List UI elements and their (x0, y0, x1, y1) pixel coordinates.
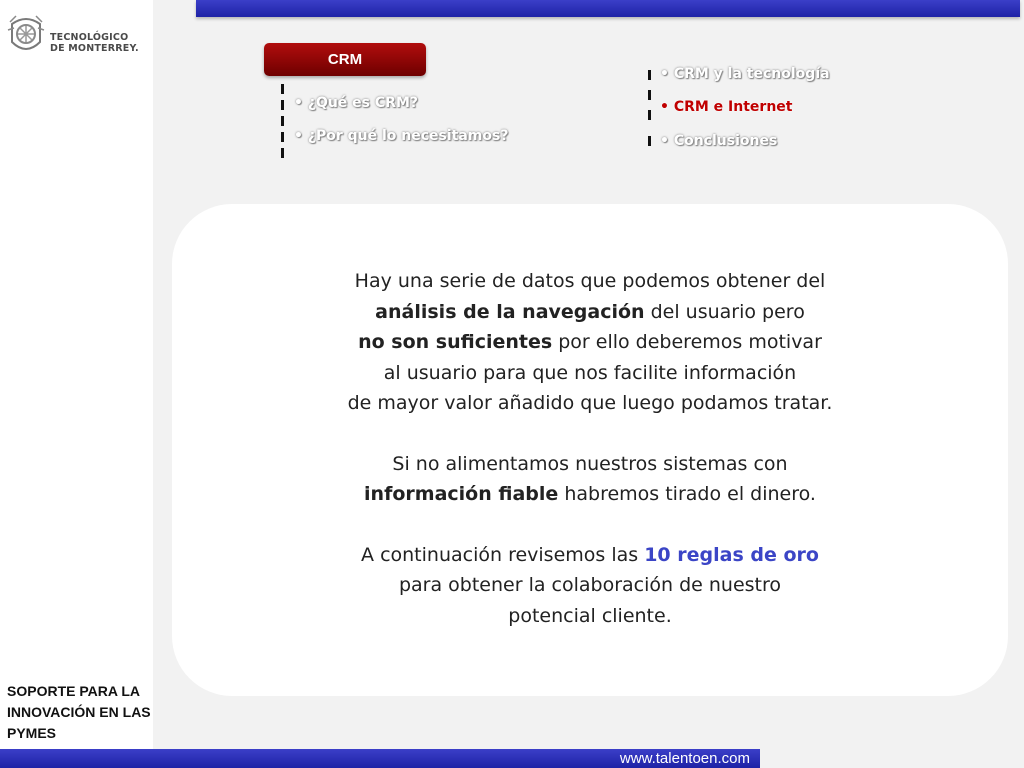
text-line: Si no alimentamos nuestros sistemas con (392, 452, 788, 475)
divider-dash (648, 90, 651, 100)
nav-item-por-que[interactable]: • ¿Por qué lo necesitamos? (294, 128, 509, 144)
divider-dash (281, 84, 284, 94)
divider-dash (648, 136, 651, 146)
text-line: del usuario pero (644, 300, 805, 323)
paragraph (172, 570, 1008, 601)
content-text (172, 266, 1008, 631)
nav-item-conclusiones[interactable]: • Conclusiones (660, 133, 778, 149)
text-line: habremos tirado el dinero. (558, 483, 816, 505)
nav-item-que-es-crm[interactable]: • ¿Qué es CRM? (294, 95, 418, 111)
divider-dash (281, 116, 284, 126)
text-line: para obtener la colaboración de nuestro (398, 574, 782, 596)
text-line: al usuario para que nos facilite información (383, 361, 797, 384)
nav-item-crm-tecnologia[interactable]: • CRM y la tecnología (660, 66, 830, 82)
paragraph (172, 327, 1008, 358)
divider-dash (281, 100, 284, 110)
emphasis: no son suficientes (358, 331, 553, 353)
bottom-bar (0, 749, 760, 768)
golden-rules-link[interactable]: 10 reglas de oro (644, 543, 819, 566)
logo (6, 10, 156, 62)
text-line: A continuación revisemos las (361, 543, 645, 566)
divider-dash (281, 132, 284, 142)
sidebar (0, 0, 153, 768)
text-line: potencial cliente. (508, 604, 672, 627)
paragraph (172, 449, 1008, 480)
top-bar (196, 0, 1020, 17)
site-url-link[interactable]: www.talentoen.com (619, 750, 750, 767)
text-line: por ello deberemos motivar (552, 331, 822, 353)
divider-dash (648, 110, 651, 120)
paragraph (172, 358, 1008, 389)
crm-tab[interactable]: CRM (264, 43, 426, 76)
paragraph (172, 388, 1008, 419)
emphasis: análisis de la navegación (375, 300, 645, 323)
text-line: de mayor valor añadido que luego podamos tratar. (347, 392, 833, 414)
divider-dash (648, 70, 651, 80)
divider-dash (281, 148, 284, 158)
emphasis: información fiable (364, 483, 559, 505)
institution-seal-icon (6, 10, 46, 62)
paragraph (172, 540, 1008, 571)
nav-item-crm-internet[interactable]: • CRM e Internet (660, 99, 793, 115)
paragraph (172, 601, 1008, 632)
logo-text: TECNOLÓGICO DE MONTERREY. (50, 32, 139, 54)
paragraph (172, 479, 1008, 510)
paragraph (172, 266, 1008, 297)
org-label: SOPORTE PARA LA INNOVACIÓN EN LAS PYMES (7, 683, 151, 741)
text-line: Hay una serie de datos que podemos obtener del (354, 270, 826, 292)
paragraph (172, 297, 1008, 328)
content-panel (172, 204, 1008, 696)
